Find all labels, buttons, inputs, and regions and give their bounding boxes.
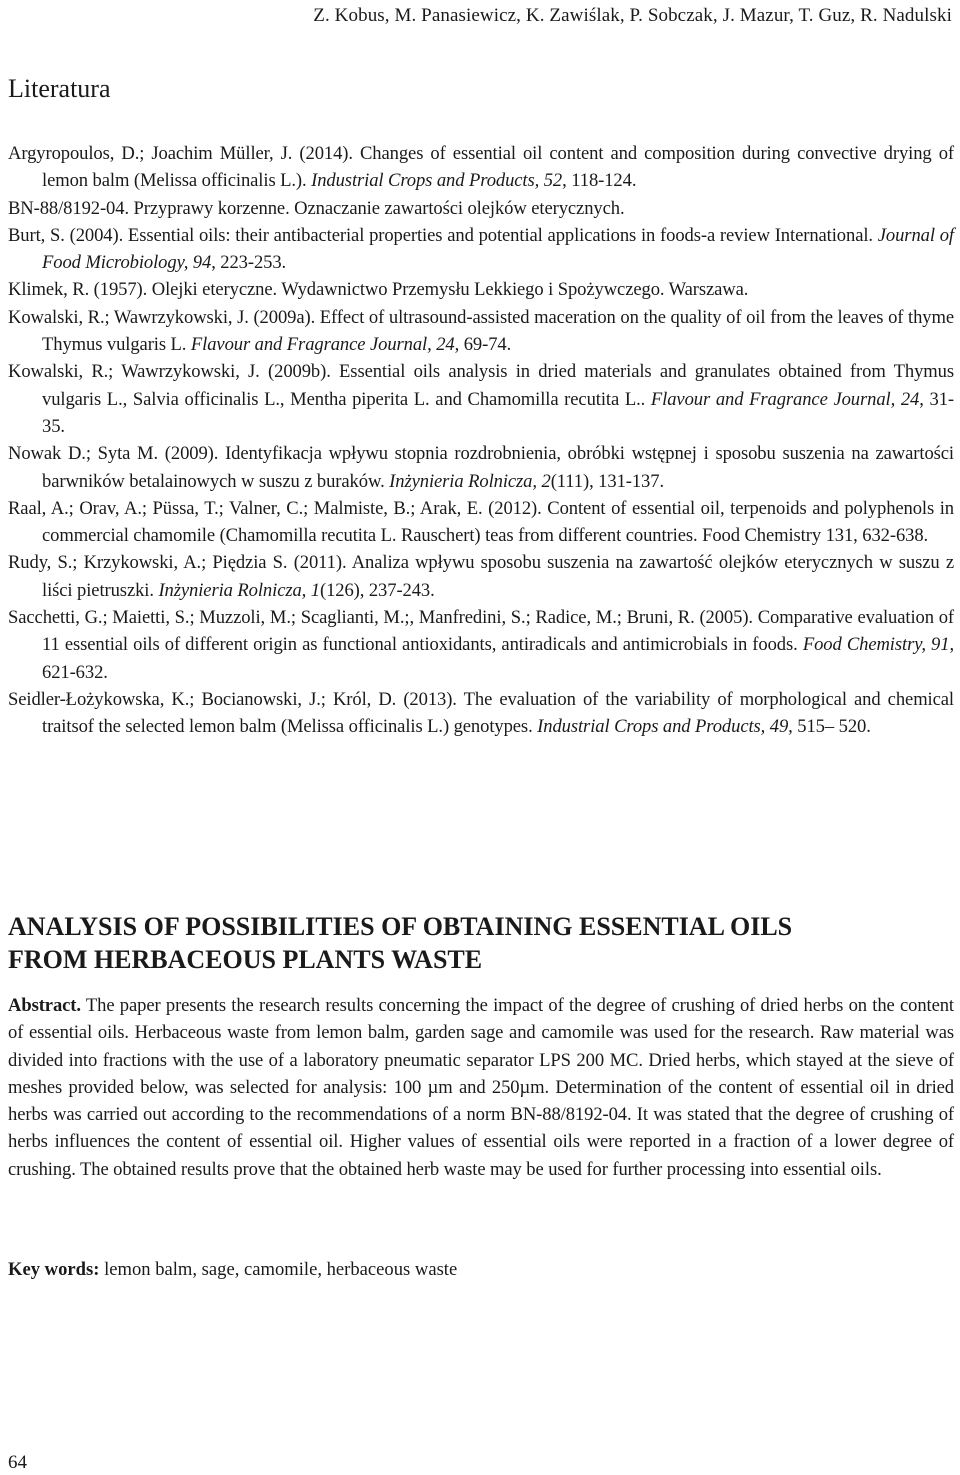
english-title-line-2: FROM HERBACEOUS PLANTS WASTE — [8, 945, 483, 974]
reference-item — [8, 440, 954, 495]
reference-item — [8, 358, 954, 440]
reference-item — [8, 549, 954, 604]
reference-journal: Inżynieria Rolnicza, 2 — [389, 470, 551, 492]
reference-journal: Flavour and Fragrance Journal, 24 — [190, 334, 455, 356]
reference-tail: , 31-35. — [42, 388, 954, 437]
english-title — [8, 910, 954, 976]
abstract-label: Abstract. — [8, 995, 81, 1016]
reference-item — [8, 195, 954, 222]
abstract-paragraph — [8, 992, 954, 1183]
reference-tail: , 118-124. — [562, 170, 637, 192]
reference-item — [8, 222, 954, 277]
reference-tail: (126), 237-243. — [319, 579, 435, 601]
reference-tail: , 621-632. — [42, 634, 954, 683]
reference-text: Sacchetti, G.; Maietti, S.; Muzzoli, M.; Scaglianti, M.;, Manfredini, S.; Radice, M.; Bruni, R. (2005). Comparative evaluation of 11 essential oils of different origin as functional antioxidants, antiradicals and antimicrobials in foods. — [8, 607, 954, 656]
running-header-authors: Z. Kobus, M. Panasiewicz, K. Zawiślak, P. Sobczak, J. Mazur, T. Guz, R. Nadulski — [313, 5, 952, 26]
keywords-label: Key words: — [8, 1259, 100, 1280]
reference-journal: Industrial Crops and Products, 52 — [311, 170, 563, 192]
reference-journal: Flavour and Fragrance Journal, 24 — [650, 388, 920, 410]
reference-text: Kowalski, R.; Wawrzykowski, J. (2009a). Effect of ultrasound-assisted maceration on the quality of oil from the leaves of thyme Thymus vulgaris L. — [8, 306, 954, 356]
english-title-line-1: ANALYSIS OF POSSIBILITIES OF OBTAINING ESSENTIAL OILS — [8, 912, 793, 941]
keywords-text: lemon balm, sage, camomile, herbaceous waste — [99, 1259, 458, 1280]
reference-tail: , 223-253. — [211, 252, 287, 274]
reference-item — [8, 495, 954, 550]
reference-item — [8, 686, 954, 741]
reference-journal: Industrial Crops and Products, 49, — [537, 716, 793, 738]
reference-journal: Inżynieria Rolnicza, 1 — [158, 579, 320, 601]
page-number: 64 — [8, 1452, 27, 1473]
reference-text: Seidler-Łożykowska, K.; Bocianowski, J.; Król, D. (2013). The evaluation of the variability of morphological and chemical traitsof the selected lemon balm (Melissa officinalis L.) genotypes. — [8, 688, 954, 738]
reference-item — [8, 304, 954, 359]
reference-text: Klimek, R. (1957). Olejki eteryczne. Wydawnictwo Przemysłu Lekkiego i Spożywczego. Warszawa. — [8, 279, 749, 301]
reference-tail: (111), 131-137. — [550, 470, 664, 492]
reference-text: Rudy, S.; Krzykowski, A.; Piędzia S. (2011). Analiza wpływu sposobu suszenia na zawartość olejków eterycznych w suszu z liści pietruszki. — [8, 552, 954, 601]
keywords-line — [8, 1256, 954, 1283]
abstract-text: The paper presents the research results concerning the impact of the degree of crushing of dried herbs on the content of essential oils. Herbaceous waste from lemon balm, garden sage and camomile was used for the research. Raw material was divided into fractions with the use of a laboratory pneumatic separator LPS 200 MC. Dried herbs, which stayed at the sieve of meshes provided below, was selected for analysis: 100 µm and 250µm. Determination of the content of essential oil in dried herbs was carried out according to the recommendations of a norm BN-88/8192-04. It was stated that the degree of crushing of herbs influences the content of essential oil. Higher values of essential oils were reported in a fraction of a lower degree of crushing. The obtained results prove that the obtained herb waste may be used for further processing into essential oils. — [8, 995, 954, 1180]
reference-text: Nowak D.; Syta M. (2009). Identyfikacja wpływu stopnia rozdrobnienia, obróbki wstępnej i sposobu suszenia na zawartości barwników betalainowych w suszu z buraków. — [8, 443, 954, 492]
reference-list — [8, 140, 954, 741]
section-heading-literatura: Literatura — [8, 74, 111, 103]
reference-tail: 515– 520. — [792, 716, 871, 738]
reference-journal: Food Chemistry, 91 — [802, 634, 950, 656]
reference-text: Raal, A.; Orav, A.; Püssa, T.; Valner, C.; Malmiste, B.; Arak, E. (2012). Content of essential oil, terpenoids and polyphenols in commercial chamomile (Chamomilla recutita L. Rauschert) teas from different countries. Food Chemistry 131, 632-638. — [8, 497, 954, 547]
reference-item — [8, 276, 954, 303]
reference-item — [8, 140, 954, 195]
reference-journal: Journal of Food Microbiology, 94 — [42, 224, 954, 274]
reference-text: Kowalski, R.; Wawrzykowski, J. (2009b). Essential oils analysis in dried materials and granulates obtained from Thymus vulgaris L., Salvia officinalis L., Mentha piperita L. and Chamomilla recutita L.. — [8, 361, 954, 410]
reference-item — [8, 604, 954, 686]
reference-text: Burt, S. (2004). Essential oils: their antibacterial properties and potential applications in foods-a review International. — [8, 224, 878, 246]
reference-tail: , 69-74. — [454, 334, 512, 356]
reference-text: BN-88/8192-04. Przyprawy korzenne. Oznaczanie zawartości olejków eterycznych. — [8, 197, 625, 219]
reference-text: Argyropoulos, D.; Joachim Müller, J. (2014). Changes of essential oil content and composition during convective drying of lemon balm (Melissa officinalis L.). — [8, 143, 954, 192]
